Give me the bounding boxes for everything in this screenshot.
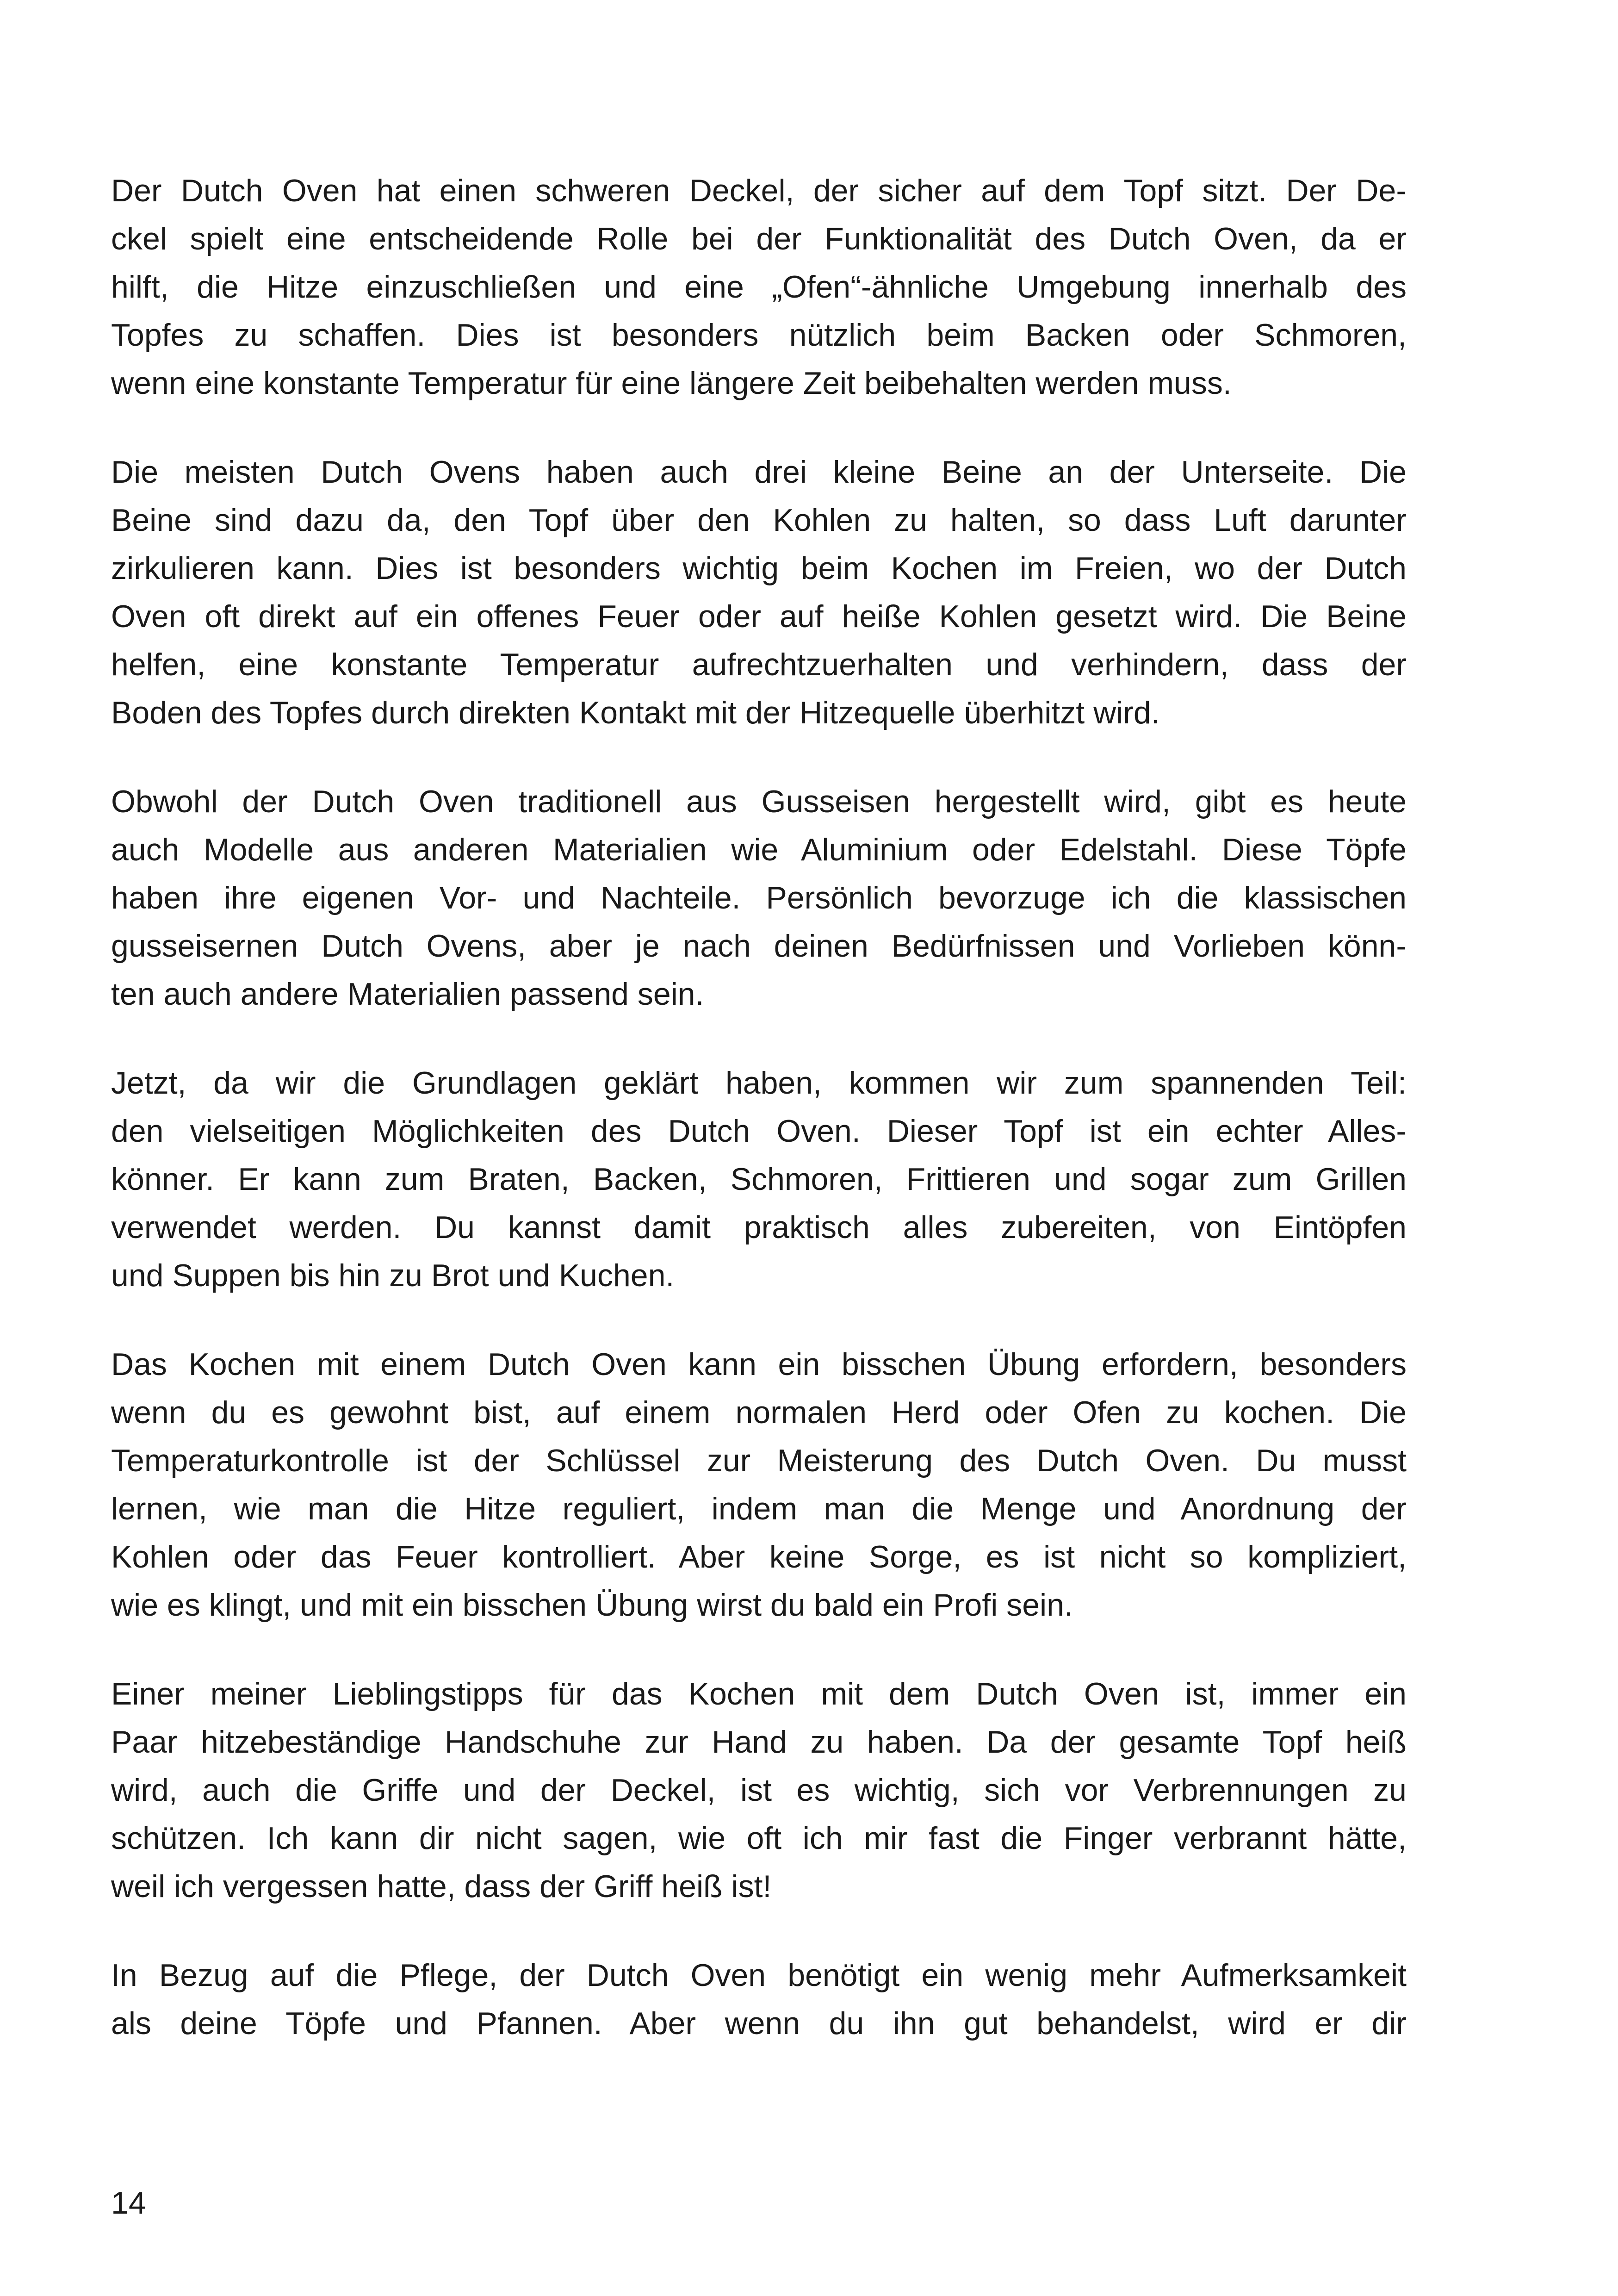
text-line: Paar hitzebeständige Handschuhe zur Hand zu haben. Da der gesamte Topf heiß (111, 1724, 1407, 1760)
page-body (111, 167, 1407, 2088)
paragraph-materialien (111, 778, 1407, 1018)
paragraph-kochen-uebung (111, 1340, 1407, 1629)
page-number: 14 (111, 2185, 146, 2221)
text-line: Boden des Topfes durch direkten Kontakt mit der Hitzequelle überhitzt wird. (111, 695, 1160, 730)
text-line: Obwohl der Dutch Oven traditionell aus Gusseisen hergestellt wird, gibt es heute (111, 784, 1407, 819)
text-line: den vielseitigen Möglichkeiten des Dutch Oven. Dieser Topf ist ein echter Alles- (111, 1114, 1407, 1149)
text-line: verwendet werden. Du kannst damit praktisch alles zubereiten, von Eintöpfen (111, 1210, 1407, 1245)
paragraph-deckel (111, 167, 1407, 407)
text-line: Der Dutch Oven hat einen schweren Deckel, der sicher auf dem Topf sitzt. Der De- (111, 173, 1407, 208)
text-line: lernen, wie man die Hitze reguliert, indem man die Menge und Anordnung der (111, 1491, 1407, 1526)
text-line: auch Modelle aus anderen Materialien wie Aluminium oder Edelstahl. Diese Töpfe (111, 832, 1407, 867)
text-line: ten auch andere Materialien passend sein. (111, 977, 704, 1012)
text-line: gusseisernen Dutch Ovens, aber je nach deinen Bedürfnissen und Vorlieben könn- (111, 928, 1407, 964)
text-line: haben ihre eigenen Vor- und Nachteile. Persönlich bevorzuge ich die klassischen (111, 880, 1407, 915)
paragraph-beine (111, 448, 1407, 737)
text-line: wird, auch die Griffe und der Deckel, ist es wichtig, sich vor Verbrennungen zu (111, 1773, 1407, 1808)
text-line: weil ich vergessen hatte, dass der Griff heiß ist! (111, 1869, 772, 1904)
text-line: als deine Töpfe und Pfannen. Aber wenn du ihn gut behandelst, wird er dir (111, 2006, 1407, 2041)
text-line: hilft, die Hitze einzuschließen und eine „Ofen“-ähnliche Umgebung innerhalb des (111, 269, 1407, 305)
text-line: schützen. Ich kann dir nicht sagen, wie oft ich mir fast die Finger verbrannt hätte, (111, 1821, 1407, 1856)
text-line: wenn eine konstante Temperatur für eine längere Zeit beibehalten werden muss. (111, 366, 1232, 401)
paragraph-pflege (111, 1951, 1407, 2047)
text-line: Die meisten Dutch Ovens haben auch drei kleine Beine an der Unterseite. Die (111, 454, 1407, 490)
text-line: Das Kochen mit einem Dutch Oven kann ein bisschen Übung erfordern, besonders (111, 1347, 1407, 1382)
text-line: Temperaturkontrolle ist der Schlüssel zur Meisterung des Dutch Oven. Du musst (111, 1443, 1407, 1478)
text-line: helfen, eine konstante Temperatur aufrechtzuerhalten und verhindern, dass der (111, 647, 1407, 682)
text-line: In Bezug auf die Pflege, der Dutch Oven benötigt ein wenig mehr Aufmerksamkeit (111, 1958, 1407, 1993)
text-line: Einer meiner Lieblingstipps für das Kochen mit dem Dutch Oven ist, immer ein (111, 1676, 1407, 1711)
text-line: könner. Er kann zum Braten, Backen, Schmoren, Frittieren und sogar zum Grillen (111, 1162, 1407, 1197)
text-line: Jetzt, da wir die Grundlagen geklärt haben, kommen wir zum spannenden Teil: (111, 1065, 1407, 1101)
text-line: ckel spielt eine entscheidende Rolle bei der Funktionalität des Dutch Oven, da er (111, 221, 1407, 256)
text-line: Topfes zu schaffen. Dies ist besonders nützlich beim Backen oder Schmoren, (111, 317, 1407, 353)
paragraph-moeglichkeiten (111, 1059, 1407, 1300)
text-line: Beine sind dazu da, den Topf über den Kohlen zu halten, so dass Luft darunter (111, 503, 1407, 538)
text-line: wenn du es gewohnt bist, auf einem normalen Herd oder Ofen zu kochen. Die (111, 1395, 1407, 1430)
text-line: und Suppen bis hin zu Brot und Kuchen. (111, 1258, 675, 1293)
text-line: wie es klingt, und mit ein bisschen Übung wirst du bald ein Profi sein. (111, 1587, 1073, 1623)
paragraph-handschuhe (111, 1670, 1407, 1910)
text-line: Oven oft direkt auf ein offenes Feuer oder auf heiße Kohlen gesetzt wird. Die Beine (111, 599, 1407, 634)
text-line: Kohlen oder das Feuer kontrolliert. Aber keine Sorge, es ist nicht so kompliziert, (111, 1539, 1407, 1574)
text-line: zirkulieren kann. Dies ist besonders wichtig beim Kochen im Freien, wo der Dutch (111, 551, 1407, 586)
